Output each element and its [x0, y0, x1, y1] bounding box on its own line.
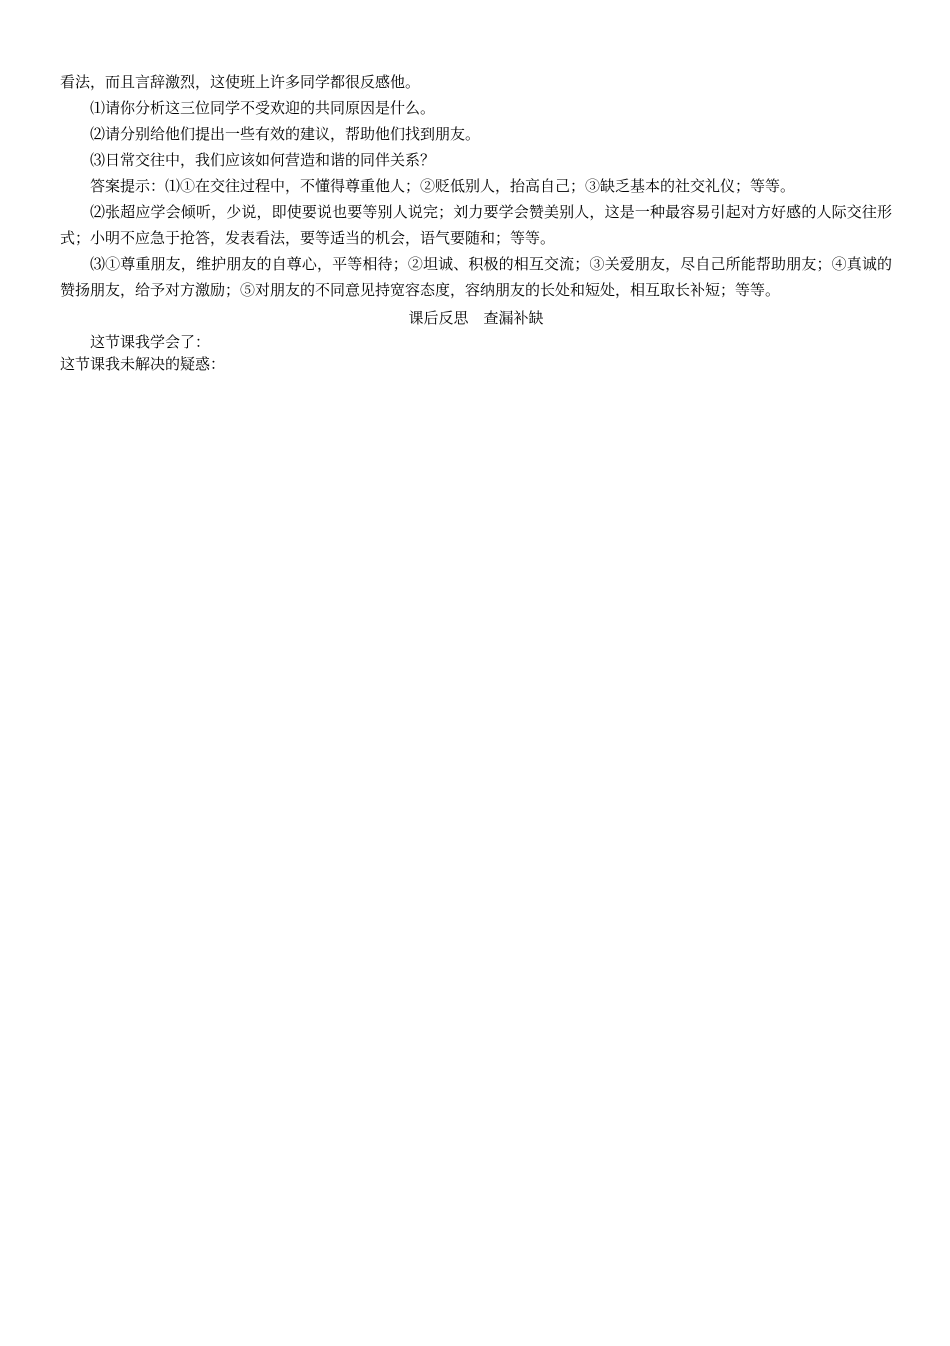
- section-title: 课后反思 查漏补缺: [408, 309, 544, 327]
- answer-hint-2: ⑵张超应学会倾听，少说，即使要说也要等别人说完；刘力要学会赞美别人，这是一种最容易引起对方好感的人际交往形式；小明不应急于抢答，发表看法，要等适当的机会，语气要随和；等等。: [60, 203, 892, 247]
- answer-hint-3: ⑶①尊重朋友，维护朋友的自尊心，平等相待；②坦诚、积极的相互交流；③关爱朋友，尽自己所能帮助朋友；④真诚的赞扬朋友，给予对方激励；⑤对朋友的不同意见持宽容态度，容纳朋友的长处和短处，相互取长补短；等等。: [60, 255, 892, 299]
- answer-hint-1: 答案提示：⑴①在交往过程中，不懂得尊重他人；②贬低别人，抬高自己；③缺乏基本的社交礼仪；等等。: [90, 177, 796, 195]
- learned-label: 这节课我学会了：: [90, 333, 211, 351]
- intro-line: 看法，而且言辞激烈，这使班上许多同学都很反感他。: [60, 73, 421, 91]
- question-2: ⑵请分别给他们提出一些有效的建议，帮助他们找到朋友。: [90, 125, 481, 143]
- document-page: [60, 69, 892, 375]
- question-3: ⑶日常交往中，我们应该如何营造和谐的同伴关系？: [90, 151, 436, 169]
- question-1: ⑴请你分析这三位同学不受欢迎的共同原因是什么。: [90, 99, 436, 117]
- doubts-label: 这节课我未解决的疑惑：: [60, 355, 226, 373]
